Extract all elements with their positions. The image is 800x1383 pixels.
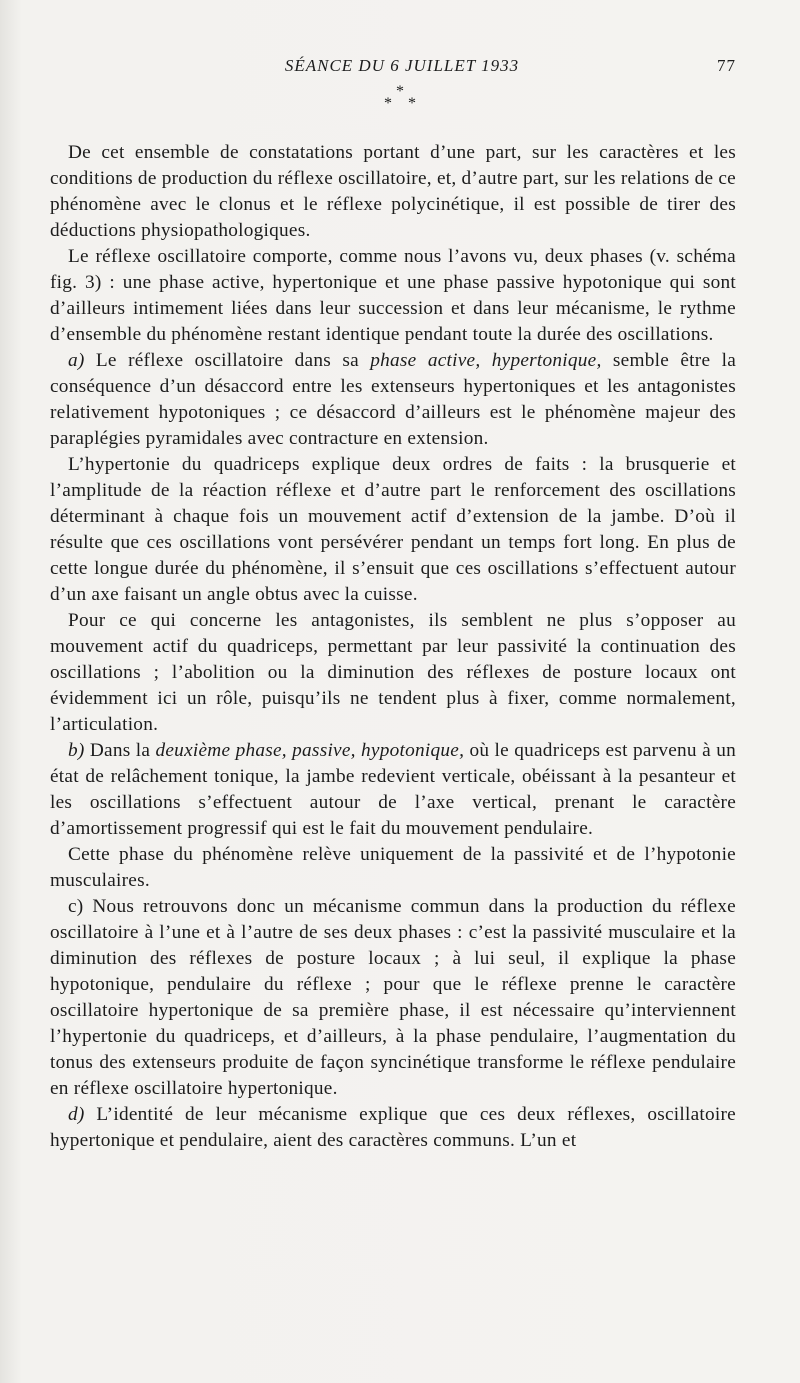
paragraph-6-after: où le quadriceps est parvenu à un état de relâchement tonique, la jambe redevient verticale, obéissant à la pesanteur et les oscillations s’effectuent autour de l’axe vertical, prenant le caractère d’amortissement progressif qui est le fait du mouvement pendulaire. <box>50 740 736 839</box>
paragraph-5: Pour ce qui concerne les antagonistes, ils semblent ne plus s’opposer au mouvement actif du quadriceps, permettant par leur passivité la continuation des oscillations ; l’abolition ou la diminution des réflexes de posture locaux ont évidemment ici un rôle, puisqu’ils ne tendent plus à fixer, comme normalement, l’articulation. <box>50 610 736 735</box>
running-title: SÉANCE DU 6 JUILLET 1933 <box>284 56 520 75</box>
paragraph-8-text: Nous retrouvons donc un mécanisme commun dans la production du réflexe oscillatoire à l’une et à l’autre de ses deux phases : c’est la passivité musculaire et la diminution des réflexes de posture locaux ; à lui seul, il explique la phase hypotonique, pendulaire du réflexe ; pour que le réflexe prenne le caractère oscillatoire hypertonique de sa première phase, il est nécessaire qu’interviennent l’hypertonie du quadriceps, et d’ailleurs, à la phase pendulaire, l’augmentation du tonus des extenseurs produite de façon syncinétique transforme le réflexe pendulaire en réflexe oscillatoire hypertonique. <box>50 896 736 1099</box>
paragraph-3-after: semble être la conséquence d’un désaccord entre les extenseurs hypertoniques et les antagonistes relativement hypotoniques ; ce désaccord d’ailleurs est le phénomène majeur des paraplégies pyramidales avec contracture en extension. <box>50 350 736 449</box>
paragraph-3-emphasis: phase active, hypertonique, <box>370 350 602 371</box>
running-header <box>68 56 736 82</box>
asterism-top: * <box>396 83 404 100</box>
paragraph-1: De cet ensemble de constatations portant d’une part, sur les caractères et les conditions de production du réflexe oscillatoire, et, d’autre part, sur les relations de ce phénomène avec le clonus et le réflexe polycinétique, il est possible de tirer des déductions physiopathologiques. <box>50 142 736 241</box>
paragraph-3-before: Le réflexe oscillatoire dans sa <box>95 350 359 371</box>
paragraph-6 <box>50 738 736 842</box>
paragraph-8 <box>50 894 736 1102</box>
list-label-b: b) <box>68 740 85 761</box>
paragraph-7: Cette phase du phénomène relève uniquement de la passivité et de l’hypotonie musculaires. <box>50 844 736 891</box>
paragraph-9-text: L’identité de leur mécanisme explique que ces deux réflexes, oscillatoire hypertonique et pendulaire, aient des caractères communs. L’un et <box>50 1104 736 1151</box>
list-label-c: c) <box>68 896 84 917</box>
paragraph-4: L’hypertonie du quadriceps explique deux ordres de faits : la brusquerie et l’amplitude de la réaction réflexe et d’autre part le renforcement des oscillations déterminant à chaque fois un mouvement actif d’extension de la jambe. D’où il résulte que ces oscillations vont persévérer pendant un temps fort long. En plus de cette longue durée du phénomène, il s’ensuit que ces oscillations s’effectuent autour d’un axe faisant un angle obtus avec la cuisse. <box>50 454 736 605</box>
list-label-a: a) <box>68 350 85 371</box>
paragraph-9 <box>50 1102 736 1154</box>
asterism-bottom: * * <box>384 95 422 112</box>
body-text <box>50 140 736 1154</box>
paragraph-6-before: Dans la <box>89 740 151 761</box>
paragraph-3 <box>50 348 736 452</box>
paragraph-2: Le réflexe oscillatoire comporte, comme nous l’avons vu, deux phases (v. schéma fig. 3) : une phase active, hypertonique et une phase passive hypotonique qui sont d’ailleurs intimement liées dans leur succession et dans leur mécanisme, le rythme d’ensemble du phénomène restant identique pendant toute la durée des oscillations. <box>50 246 736 345</box>
page-number: 77 <box>717 56 736 75</box>
paragraph-6-emphasis: deuxième phase, passive, hypotonique, <box>155 740 465 761</box>
list-label-d: d) <box>68 1104 85 1125</box>
asterism <box>0 83 800 112</box>
